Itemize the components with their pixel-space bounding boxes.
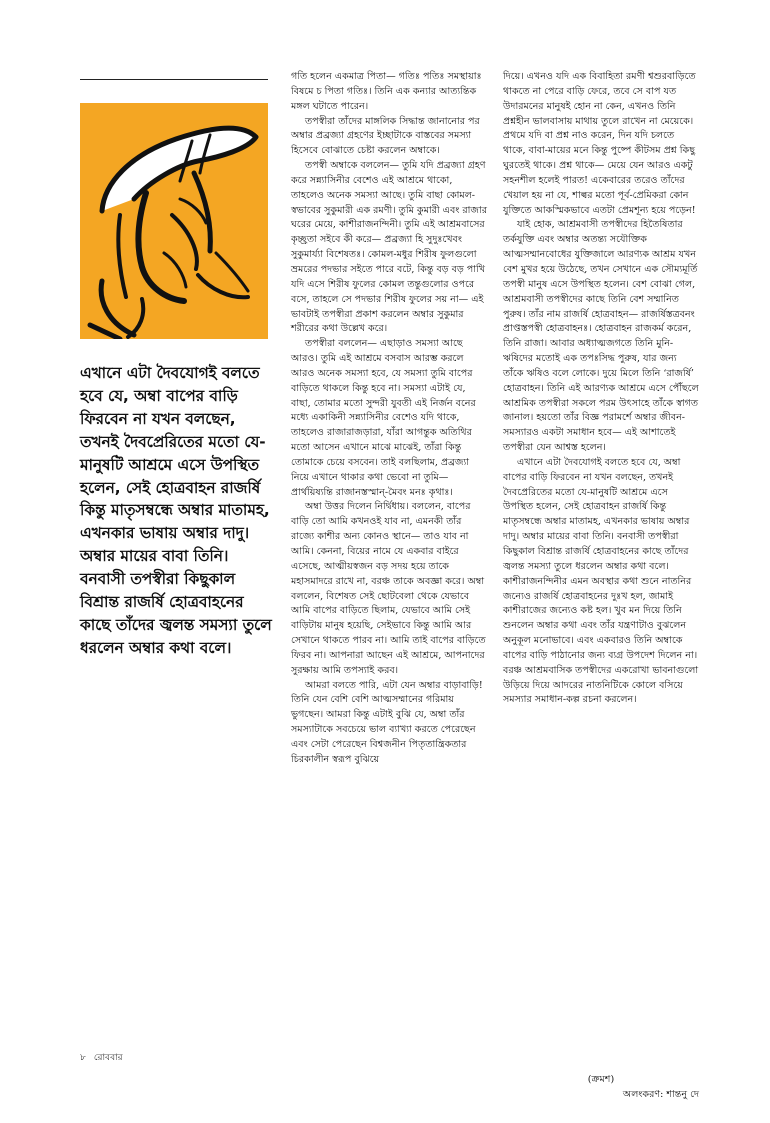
pull-quote: এখানে এটা দৈবযোগই বলতে হবে যে, অম্বা বাপের বাড়ি ফিরবেন না যখন বলছেন, তখনই দৈবপ্রেরিতের মতো যে-মানুষটি আশ্রমে এসে উপস্থিত হলেন, সেই হোত্রবাহন রাজর্ষি কিন্তু মাতৃসম্বন্ধে অম্বার মাতামহ, এখনকার ভাষায় অম্বার দাদু। অম্বার মায়ের বাবা তিনি। বনবাসী তপস্বীরা কিছুকাল বিশ্রান্ত রাজর্ষি হোত্রবাহনের কাছে তাঁদের জ্বলন্ত সমস্যা তুলে ধরলেন অম্বার কথা বলে। — [80, 364, 272, 657]
article-column-2 — [291, 70, 487, 768]
article-column-3 — [503, 70, 699, 1100]
illustration — [80, 103, 268, 339]
continued-label: (ক্রমশ) — [587, 1074, 615, 1085]
paragraph: দিয়ে। এখনও যদি এক বিবাহিতা রমণী শ্বশুরবাড়িতে থাকতে না পেরে বাড়ি ফেরে, তবে সে বাপ যত উদারমনের মানুষই হোন না কেন, এখনও তিনি প্রশ্নহীন ভালবাসায় মাথায় তুলে রাখেন না মেয়েকে। প্রথমে যদি বা প্রশ্ন নাও করেন, দিন যদি চলতে থাকে, বাবা-মায়ের মনে কিন্তু পুষ্পে কীটসম প্রশ্ন কিছু ঘুরতেই থাকে। প্রশ্ন থাকে— মেয়ে যেন আরও একটু সহনশীল হলেই পারত! একেবারের তরেও তাঁদের খেয়াল হয় না যে, শাল্বর মতো পূর্ব-প্রেমিকরা কোন যুক্তিতে আকস্মিকভাবে এতটা প্রেমশূন্য হয়ে পড়েন! — [503, 71, 696, 216]
paragraph: গতি হলেন একমাত্র পিতা— গতিঃ পতিঃ সমস্থায়াঃ বিষমে চ পিতা গতিঃ। তিনি এক কন্যার আত্যন্তিক মঙ্গল ঘটাতে পারেন। — [291, 71, 482, 112]
paragraph: যাই হোক, আশ্রমবাসী তপস্বীদের হিতৈষিতার তর্কযুক্তি এবং অম্বার অতন্ত্য সযৌক্তিক আত্মসম্মানবোধের যুক্তিজালে আরণ্যক আশ্রম যখন বেশ মুখর হয়ে উঠেছে, তখন সেখানে এক সৌম্যমূর্তি তপস্বী মানুষ এসে উপস্থিত হলেন। বেশ বোঝা গেল, আশ্রমবাসী তপস্বীদের কাছে তিনি বেশ সম্মানিত পুরুষ। তাঁর নাম রাজর্ষি হোত্রবাহন— রাজর্ষিস্তত্ৰবনং প্রাপ্তস্তপস্বী হোত্রবাহনঃ। হোত্রবাহন রাজকর্ম করেন, তিনি রাজা। আবার অধ্যাত্মজগতে তিনি মুনি-ঋষিদের মতোই এক তপঃসিদ্ধ পুরুষ, যার জন্য তাঁকে ঋষিও বলে লোকে। দুয়ে মিলে তিনি ‘রাজর্ষি’ হোত্রবাহন। তিনি এই আরণ্যক আশ্রমে এসে পৌঁছলে আশ্রমিক তপস্বীরা সকলে পরম উৎসাহে তাঁকে স্বাগত জানাল। হয়তো তাঁর বিজ্ঞ পরামর্শে অম্বার জীবন-সমস্যারও একটা সমাধান হবে— এই আশাতেই তপস্বীরা যেন আশ্বস্ত হলেন। — [503, 219, 699, 454]
folio — [80, 1050, 131, 1065]
illustration-credit: অলংকরণ: শান্তনু দে — [622, 1089, 699, 1100]
section-name: রোববার — [93, 1053, 123, 1063]
paragraph: এখানে এটা দৈবযোগই বলতে হবে যে, অম্বা বাপের বাড়ি ফিরবেন না যখন বলছেন, তখনই দৈবপ্রেরিতের মতো যে-মানুষটি আশ্রমে এসে উপস্থিত হলেন, সেই হোত্রবাহন রাজর্ষি কিন্তু মাতৃসম্বন্ধে অম্বার মাতামহ, এখনকার ভাষায় অম্বার দাদু। অম্বার মায়ের বাবা তিনি। বনবাসী তপস্বীরা কিছুকাল বিশ্রান্ত রাজর্ষি হোত্রবাহনের কাছে তাঁদের জ্বলন্ত সমস্যা তুলে ধরলেন অম্বার কথা বলে। কাশীরাজনন্দিনীর এমন অবস্থার কথা শুনে নাতনির জন্যেও রাজর্ষি হোত্রবাহনের দুঃখ হল, জামাই কাশীরাজের জন্যেও কষ্ট হল। খুব মন দিয়ে তিনি শুনলেন অম্বার কথা এবং তাঁর যন্ত্রণাটাও বুঝলেন অনুকূল মনোভাবে। এবং একবারও তিনি অম্বাকে বাপের বাড়ি পাঠানোর জন্য ব্যগ্র উপদেশ দিলেন না। বরঞ্চ আশ্রমবাসিক তপস্বীদের একরোখা ভাবনাগুলো উড়িয়ে দিয়ে আদরের নাতনিটিকে কোলে বসিয়ে সমস্যার সমাধান-কল্প রচনা করলেন। — [503, 456, 699, 706]
paragraph: তপস্বীরা তাঁদের মাঙ্গলিক সিদ্ধান্ত জানানোর পর অম্বার প্রব্রজ্যা গ্রহণের ইচ্ছাটাকে বাস্তবের সমস্যা হিসেবে বোঝাতে চেষ্টা করলেন অম্বাকে। — [291, 115, 480, 157]
paragraph: অম্বা উত্তর দিলেন নির্দ্বিধায়। বললেন, বাপের বাড়ি তো আমি কখনওই যাব না, এমনকী তাঁর রাজ্যে কাশীর অন্য কোনও স্থানে— তাও যাব না আমি। কেননা, বিয়ের নামে যে একবার বাইরে এসেছে, আত্মীয়স্বজন বড় সদয় হয়ে তাকে মহাসমাদরে রাখে না, বরঞ্চ তাকে অবজ্ঞা করে। অম্বা বললেন, বিশেষত সেই ছোটবেলা থেকে যেভাবে আমি বাপের বাড়িতে ছিলাম, যেভাবে আমি সেই বাড়িটায় মানুষ হয়েছি, সেইভাবে কিন্তু আমি আর সেখানে থাকতে পারব না। আমি তাই বাপের বাড়িতে ফিরব না। আপনারা আছেন এই আশ্রমে, আপনাদের সুরক্ষায় আমি তপস্যাই করব। — [291, 501, 486, 676]
paragraph: আমরা বলতে পারি, এটা যেন অম্বার বাড়াবাড়ি! তিনি যেন বেশি বেশি আত্মসম্মানের গরিমায় ভুগছেন। আমরা কিন্তু এটাই বুঝি যে, অম্বা তাঁর সমস্যাটাকে সবচেয়ে ভাল ব্যাখ্যা করতে পেরেছেন এবং সেটা পেরেছেন বিশ্বজনীন পিতৃতান্ত্রিকতার চিরকালীন স্বরূপ বুঝিয়ে — [291, 679, 483, 765]
paragraph: তপস্বীরা বললেন— এছাড়াও সমস্যা আছে আরও। তুমি এই আশ্রমে বসবাস আরম্ভ করলে আরও অনেক সমস্যা হবে, যে সমস্যা তুমি বাপের বাড়িতে থাকলে কিন্তু হবে না। সমস্যা এটাই যে, বাছা, তোমার মতো সুন্দরী যুবতী এই নির্জন বনের মধ্যে একাকিনী সন্ন্যাসিনীর বেশেও যদি থাকে, তাহলেও রাজারাজড়ারা, যাঁরা আগন্তুক অতিথির মতো আসেন এখানে মাঝে মাঝেই, তাঁরা কিন্তু তোমাকে চেয়ে বসবেন। তাই বলছিলাম, প্রব্রজ্যা নিয়ে এখানে থাকার কথা ভেবো না তুমি— প্রার্থয়িষ্যন্তি রাজানস্তস্মান্‌-মৈবং মনঃ কৃথাঃ। — [291, 338, 476, 498]
paragraph: তপস্বী অম্বাকে বললেন— তুমি যদি প্রব্রজ্যা গ্রহণ করে সন্ন্যাসিনীর বেশেও এই আশ্রমে থাকো, তাহলেও অনেক সমস্যা আছে। তুমি বাছা কোমল-স্বভাবের সুকুমারী এক রমণী। তুমি কুমারী এবং রাজার ঘরের মেয়ে, কাশীরাজনন্দিনী। তুমি এই আশ্রমবাসের কৃচ্ছ্রতা সইবে কী করে— প্রব্রজ্যা হি সুদুঃখেবং সুকুমার্য্যা বিশেষতঃ। কোমল-মধুর শিরীষ ফুলগুলো ভ্রমরের পদভার সইতে পারে বটে, কিন্তু বড় বড় পাখি যদি এসে শিরীষ ফুলের কোমল তন্তুগুলোর ওপরে বসে, তাহলে সে পদভার শিরীষ ফুলের সয় না— এই ভাবটাই তপস্বীরা প্রকাশ করলেন অম্বার সুকুমার শরীরের কথা উল্লেখ করে। — [291, 160, 487, 335]
figure-sketch-icon — [80, 103, 268, 339]
top-rule — [80, 79, 268, 80]
page-number: ৮ — [80, 1053, 86, 1063]
